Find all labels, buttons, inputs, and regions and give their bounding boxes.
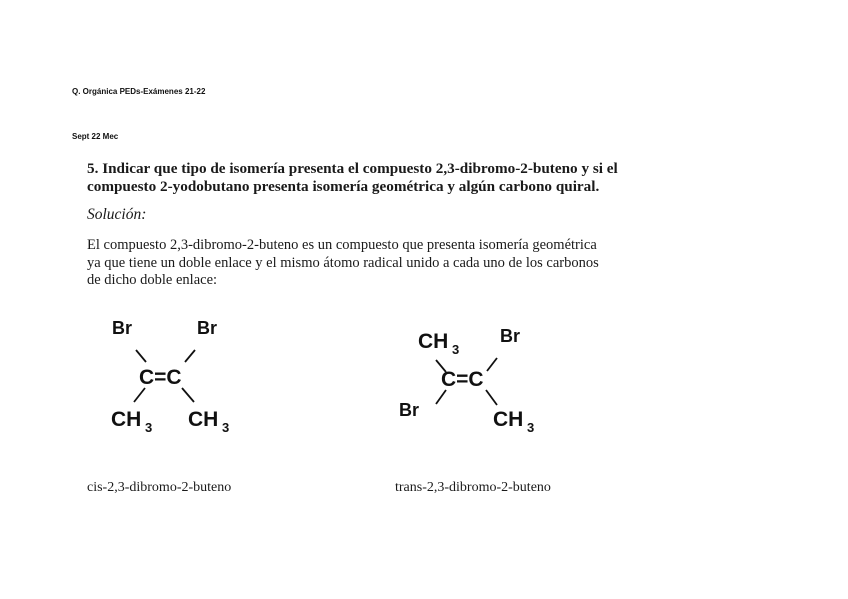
solution-line-2: ya que tiene un doble enlace y el mismo átomo radical unido a cada uno de los carbonos xyxy=(87,254,599,271)
trans-double-bond: C=C xyxy=(441,368,484,391)
trans-ch3-top: CH xyxy=(418,330,449,353)
cis-br-left: Br xyxy=(112,318,133,338)
course-header: Q. Orgánica PEDs-Exámenes 21-22 xyxy=(72,87,206,96)
solution-text xyxy=(87,237,599,290)
trans-ch3-bottom-sub: 3 xyxy=(527,420,535,435)
trans-bond-top-right xyxy=(487,358,497,371)
cis-bond-bottom-left xyxy=(134,388,145,402)
cis-ch3-right-sub: 3 xyxy=(222,420,230,435)
cis-ch3-left: CH xyxy=(111,408,142,431)
cis-ch3-right: CH xyxy=(188,408,219,431)
solution-line-3: de dicho doble enlace: xyxy=(87,272,218,288)
solution-label: Solución: xyxy=(87,206,147,223)
trans-structure xyxy=(390,318,560,443)
question-line-1: 5. Indicar que tipo de isomería presenta el compuesto 2,3-dibromo-2-buteno y si el xyxy=(87,160,618,177)
cis-br-right: Br xyxy=(197,318,218,338)
cis-bond-bottom-right xyxy=(182,388,194,402)
cis-ch3-left-sub: 3 xyxy=(145,420,153,435)
trans-ch3-top-sub: 3 xyxy=(452,342,460,357)
trans-bond-bottom-left xyxy=(436,390,446,404)
trans-ch3-bottom: CH xyxy=(493,408,524,431)
trans-br-top: Br xyxy=(500,326,521,346)
question-text xyxy=(87,160,667,196)
cis-double-bond: C=C xyxy=(139,366,182,389)
cis-bond-top-right xyxy=(185,350,195,362)
cis-caption: cis-2,3-dibromo-2-buteno xyxy=(87,480,232,495)
cis-bond-top-left xyxy=(136,350,146,362)
exam-label: Sept 22 Mec xyxy=(72,132,119,141)
question-line-2: compuesto 2-yodobutano presenta isomería geométrica y algún carbono quiral. xyxy=(87,178,600,195)
cis-structure xyxy=(100,310,260,440)
trans-bond-bottom-right xyxy=(486,390,497,405)
trans-br-bottom: Br xyxy=(399,400,420,420)
trans-caption: trans-2,3-dibromo-2-buteno xyxy=(395,480,551,495)
solution-line-1: El compuesto 2,3-dibromo-2-buteno es un compuesto que presenta isomería geométrica xyxy=(87,237,597,253)
